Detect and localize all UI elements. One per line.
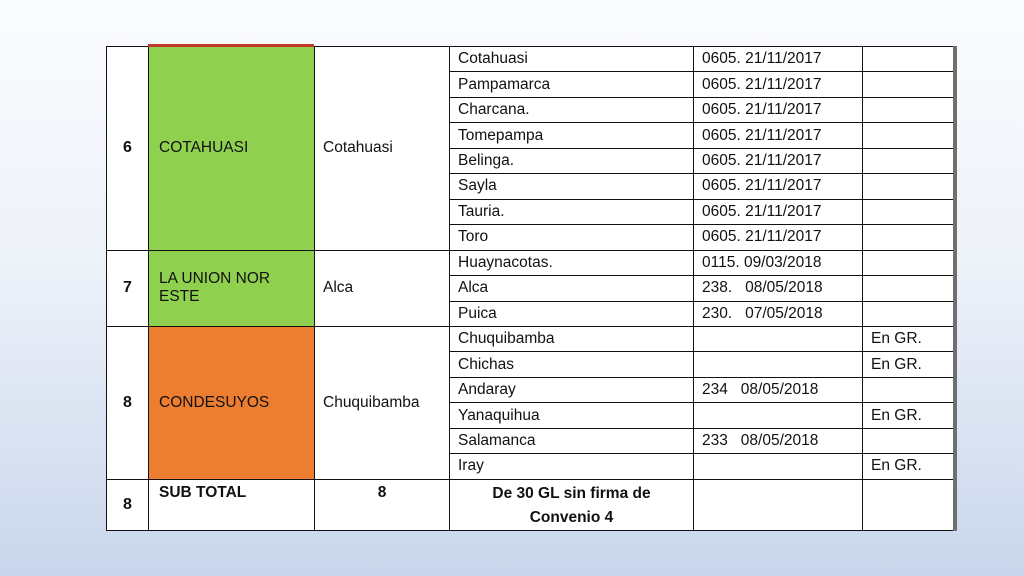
observation bbox=[863, 199, 957, 224]
slide-table-container bbox=[106, 46, 956, 531]
district-name: Chuquibamba bbox=[450, 326, 694, 351]
observation: En GR. bbox=[863, 403, 957, 428]
observation: En GR. bbox=[863, 454, 957, 479]
row-number: 8 bbox=[107, 326, 149, 479]
observation bbox=[863, 225, 957, 250]
subtotal-number: 8 bbox=[107, 479, 149, 530]
convenio-value: 230. 07/05/2018 bbox=[694, 301, 863, 326]
convenio-value: 0605. 21/11/2017 bbox=[694, 199, 863, 224]
convenio-value bbox=[694, 454, 863, 479]
province-name: LA UNION NOR ESTE bbox=[149, 250, 315, 326]
convenio-value: 0605. 21/11/2017 bbox=[694, 47, 863, 72]
convenio-value bbox=[694, 352, 863, 377]
province-name: CONDESUYOS bbox=[149, 326, 315, 479]
district-name: Alca bbox=[450, 276, 694, 301]
table-edge-shadow bbox=[953, 46, 957, 531]
province-capital: Chuquibamba bbox=[315, 326, 450, 479]
district-name: Cotahuasi bbox=[450, 47, 694, 72]
convenio-value: 0605. 21/11/2017 bbox=[694, 123, 863, 148]
observation bbox=[863, 97, 957, 122]
observation: En GR. bbox=[863, 352, 957, 377]
convenio-value: 234 08/05/2018 bbox=[694, 377, 863, 402]
observation bbox=[863, 148, 957, 173]
convenio-value: 233 08/05/2018 bbox=[694, 428, 863, 453]
province-name: COTAHUASI bbox=[149, 47, 315, 251]
observation: En GR. bbox=[863, 326, 957, 351]
district-name: Belinga. bbox=[450, 148, 694, 173]
convenios-table bbox=[106, 46, 957, 531]
district-name: Tauria. bbox=[450, 199, 694, 224]
subtotal-note: De 30 GL sin firma de Convenio 4 bbox=[450, 479, 694, 530]
district-name: Toro bbox=[450, 225, 694, 250]
top-accent-line bbox=[148, 44, 314, 47]
subtotal-empty-cell bbox=[863, 479, 957, 530]
district-name: Sayla bbox=[450, 174, 694, 199]
district-name: Salamanca bbox=[450, 428, 694, 453]
district-name: Puica bbox=[450, 301, 694, 326]
convenio-value: 238. 08/05/2018 bbox=[694, 276, 863, 301]
observation bbox=[863, 428, 957, 453]
convenio-value bbox=[694, 403, 863, 428]
district-name: Yanaquihua bbox=[450, 403, 694, 428]
table-row bbox=[107, 250, 957, 275]
convenio-value: 0605. 21/11/2017 bbox=[694, 148, 863, 173]
convenio-value: 0605. 21/11/2017 bbox=[694, 225, 863, 250]
observation bbox=[863, 250, 957, 275]
table-row bbox=[107, 326, 957, 351]
subtotal-empty-cell bbox=[694, 479, 863, 530]
table-row bbox=[107, 47, 957, 72]
province-capital: Cotahuasi bbox=[315, 47, 450, 251]
convenio-value: 0115. 09/03/2018 bbox=[694, 250, 863, 275]
observation bbox=[863, 72, 957, 97]
convenio-value: 0605. 21/11/2017 bbox=[694, 97, 863, 122]
district-name: Tomepampa bbox=[450, 123, 694, 148]
province-capital: Alca bbox=[315, 250, 450, 326]
district-name: Chichas bbox=[450, 352, 694, 377]
subtotal-label: SUB TOTAL bbox=[149, 479, 315, 530]
convenio-value: 0605. 21/11/2017 bbox=[694, 72, 863, 97]
observation bbox=[863, 301, 957, 326]
subtotal-count: 8 bbox=[315, 479, 450, 530]
convenio-value bbox=[694, 326, 863, 351]
district-name: Pampamarca bbox=[450, 72, 694, 97]
row-number: 6 bbox=[107, 47, 149, 251]
district-name: Iray bbox=[450, 454, 694, 479]
district-name: Huaynacotas. bbox=[450, 250, 694, 275]
observation bbox=[863, 47, 957, 72]
convenio-value: 0605. 21/11/2017 bbox=[694, 174, 863, 199]
observation bbox=[863, 174, 957, 199]
district-name: Andaray bbox=[450, 377, 694, 402]
district-name: Charcana. bbox=[450, 97, 694, 122]
observation bbox=[863, 123, 957, 148]
subtotal-row bbox=[107, 479, 957, 530]
observation bbox=[863, 276, 957, 301]
row-number: 7 bbox=[107, 250, 149, 326]
observation bbox=[863, 377, 957, 402]
